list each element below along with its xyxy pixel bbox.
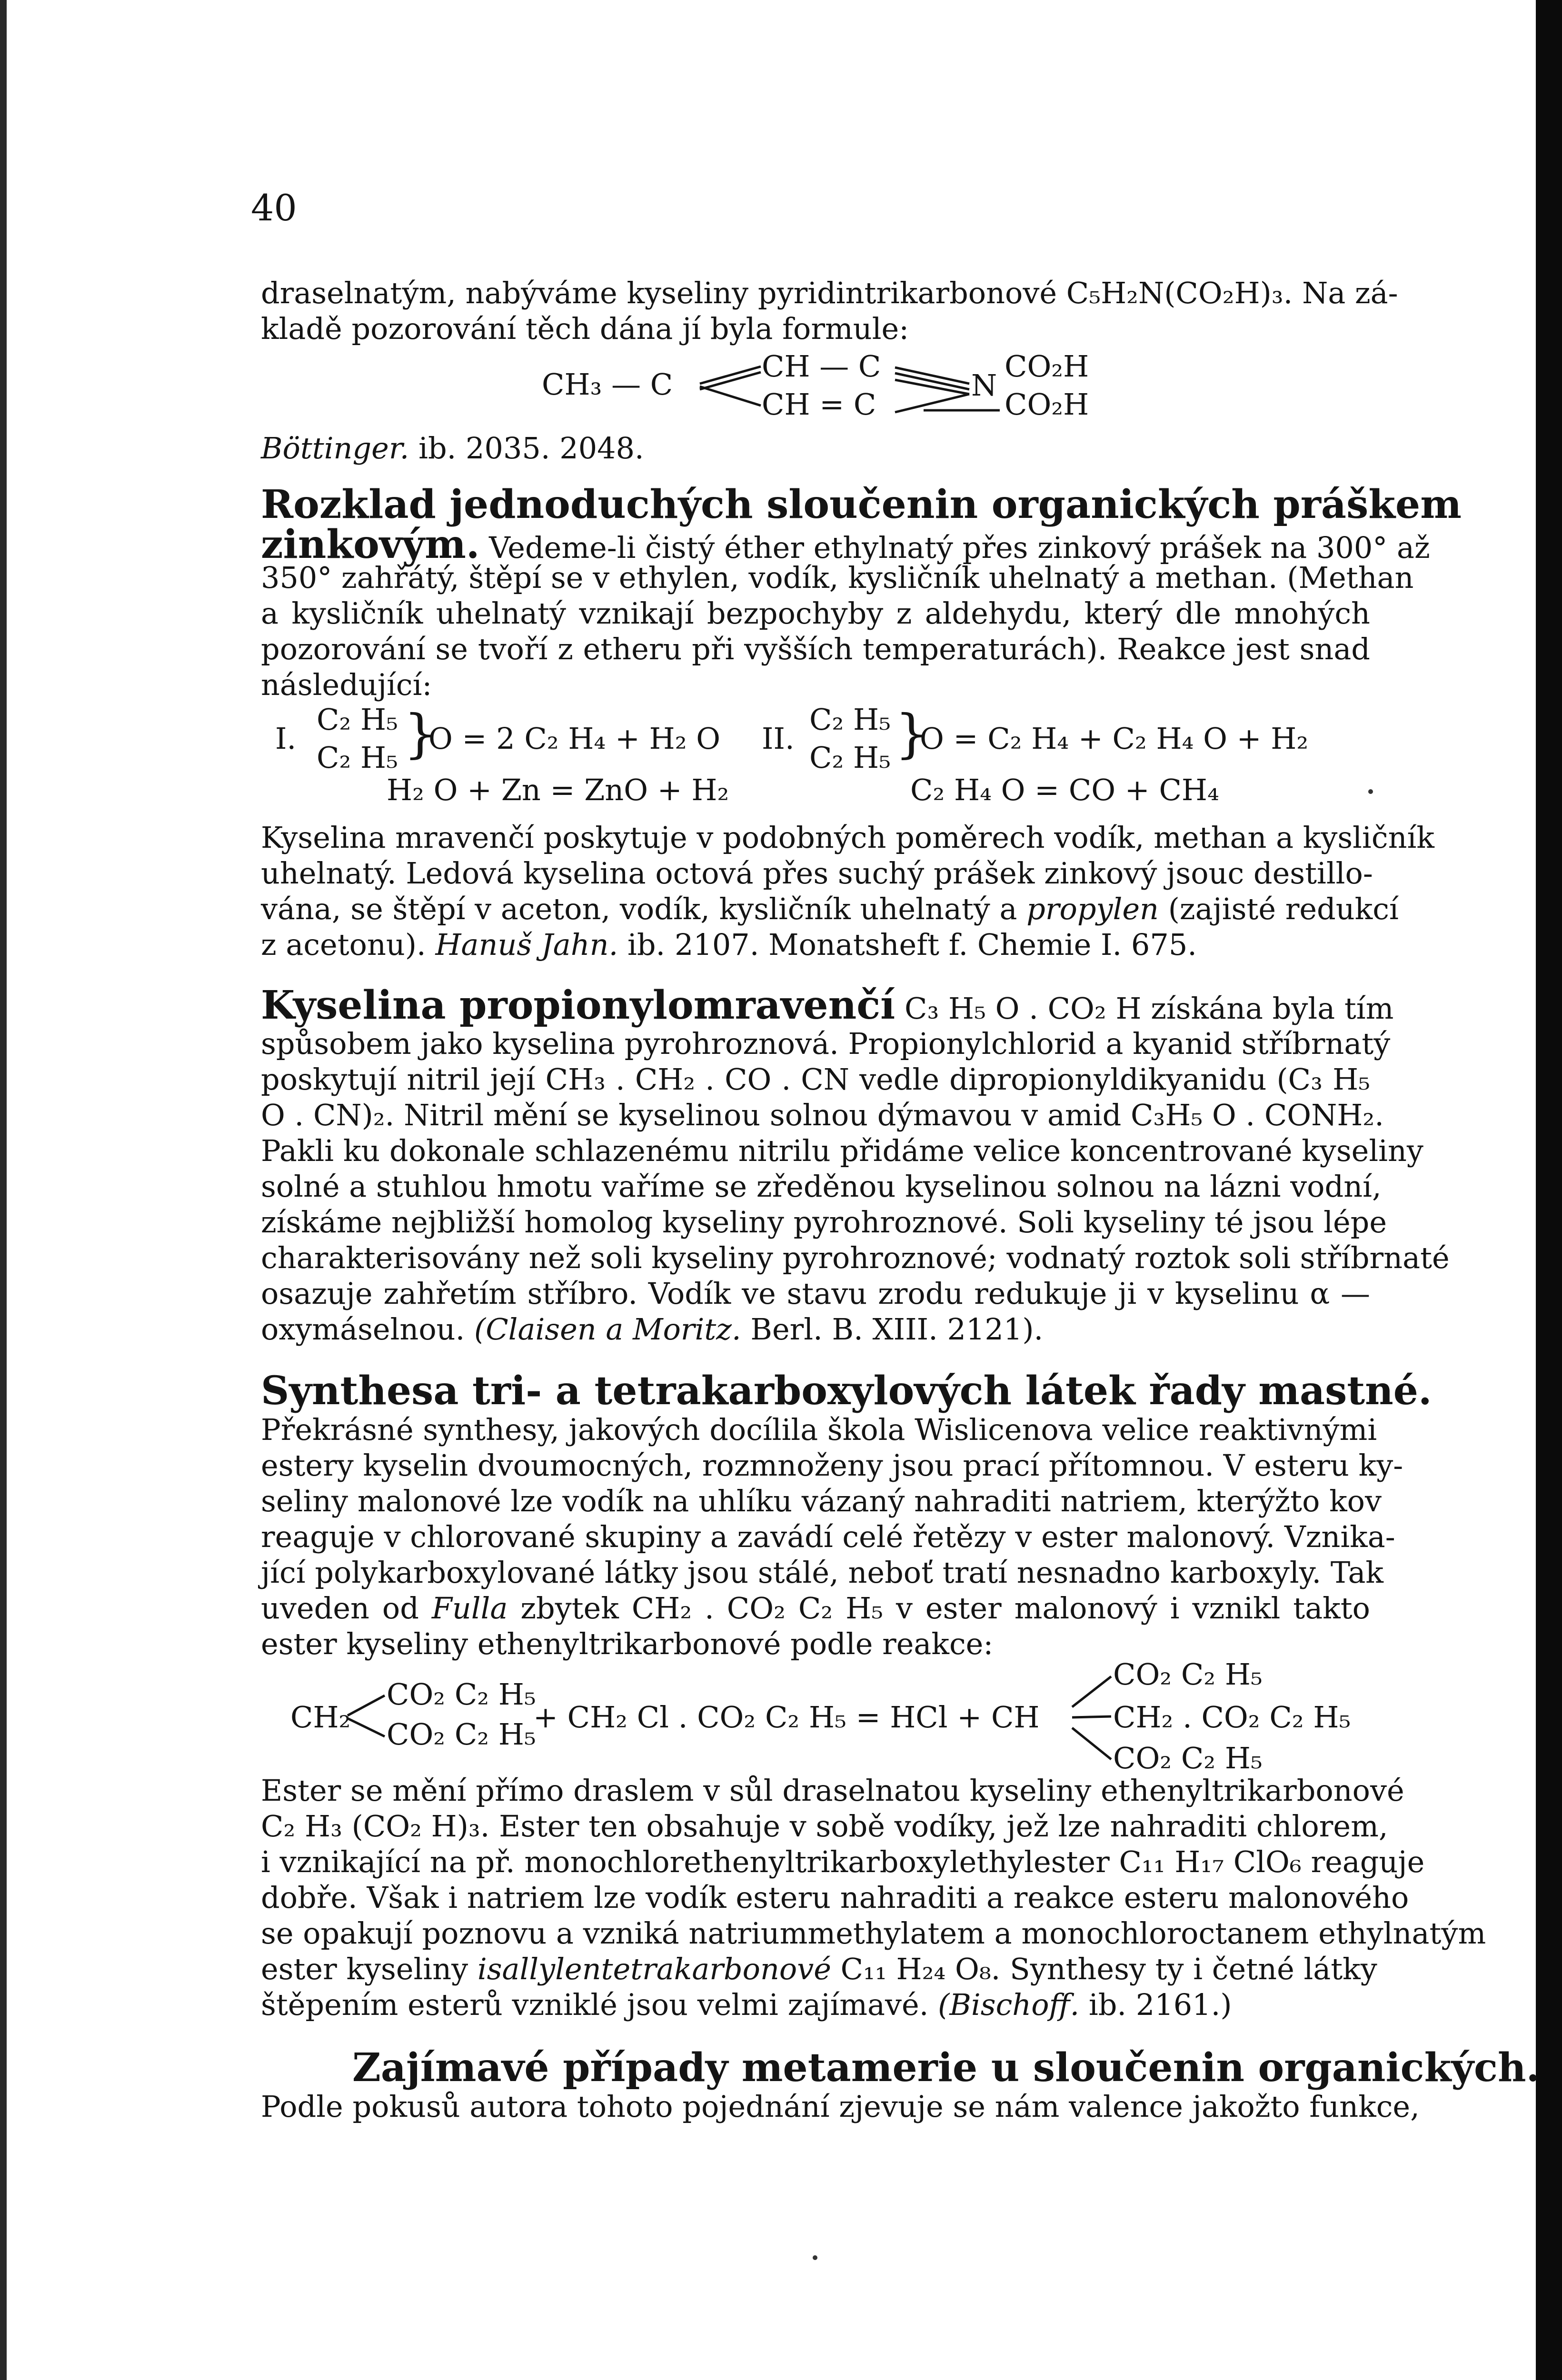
section-heading: zinkovým. <box>261 522 480 567</box>
section-heading: Zajímavé případy metamerie u sloučenin organických. <box>352 2045 1540 2091</box>
text-line: jící polykarboxylované látky jsou stálé, neboť tratí nesnadno karboxyly. Tak <box>261 1555 1383 1590</box>
section-heading: Kyselina propionylomravenčí <box>261 982 895 1028</box>
text-line: Kyselina propionylomravenčí C₃ H₅ O . CO₂ H získána byla tím <box>261 982 1394 1028</box>
text-line: poskytují nitril její CH₃ . CH₂ . CO . CN vedle dipropionyldikyanidu (C₃ H₅ <box>261 1062 1370 1097</box>
text-line: vána, se štěpí v aceton, vodík, kysličník uhelnatý a propylen (zajisté redukcí <box>261 892 1399 926</box>
text-line: C₂ H₃ (CO₂ H)₃. Ester ten obsahuje v sobě vodíky, jež lze nahraditi chlorem, <box>261 1809 1388 1844</box>
page-number: 40 <box>251 187 297 229</box>
text-line: pozorování se tvoří z etheru při vyšších temperaturách). Reakce jest snad <box>261 632 1370 666</box>
text-line: uveden od Fulla zbytek CH₂ . CO₂ C₂ H₅ v ester malonový i vznikl takto <box>261 1591 1370 1626</box>
text-line: zinkovým. Vedeme-li čistý éther ethylnatý přes zinkový prášek na 300° až <box>261 522 1430 567</box>
text-line: a kysličník uhelnatý vznikají bezpochyby z aldehydu, který dle mnohých <box>261 596 1370 631</box>
brace-icon: } <box>404 703 437 764</box>
text-line: dobře. Však i natriem lze vodík esteru nahraditi a reakce esteru malonového <box>261 1880 1409 1915</box>
section-heading: Rozklad jednoduchých sloučenin organických práškem <box>261 482 1462 527</box>
text-line: získáme nejbližší homolog kyseliny pyrohroznové. Soli kyseliny té jsou lépe <box>261 1205 1387 1240</box>
text-line: oxymáselnou. (Claisen a Moritz. Berl. B. XIII. 2121). <box>261 1312 1044 1347</box>
text-line: osazuje zahřetím stříbro. Vodík ve stavu zrodu redukuje ji v kyselinu α — <box>261 1276 1370 1311</box>
section-heading: Synthesa tri- a tetrakarboxylových látek řady mastné. <box>261 1368 1432 1414</box>
text-line: Ester se mění přímo draslem v sůl draselnatou kyseliny ethenyltrikarbonové <box>261 1773 1404 1808</box>
text-line: seliny malonové lze vodík na uhlíku vázaný nahraditi natriem, kterýžto kov <box>261 1484 1382 1518</box>
text-line: z acetonu). Hanuš Jahn. ib. 2107. Monatsheft f. Chemie I. 675. <box>261 927 1197 962</box>
text-line: následující: <box>261 667 432 702</box>
text-line: solné a stuhlou hmotu vaříme se zředěnou kyselinou solnou na lázni vodní, <box>261 1169 1382 1204</box>
text-line: ester kyseliny ethenyltrikarbonové podle reakce: <box>261 1626 994 1661</box>
text-line: spůsobem jako kyselina pyrohroznová. Propionylchlorid a kyanid stříbrnatý <box>261 1026 1391 1061</box>
text-line: charakterisovány než soli kyseliny pyrohroznové; vodnatý roztok soli stříbrnaté <box>261 1240 1450 1275</box>
text-line: ester kyseliny isallylentetrakarbonové C₁₁ H₂₄ O₈. Synthesy ty i četné látky <box>261 1952 1377 1986</box>
text-line: O . CN)₂. Nitril mění se kyselinou solnou dýmavou v amid C₃H₅ O . CONH₂. <box>261 1098 1384 1132</box>
text-line: štěpením esterů vzniklé jsou velmi zajímavé. (Bischoff. ib. 2161.) <box>261 1987 1232 2022</box>
text-line: Pakli ku dokonale schlazenému nitrilu přidáme velice koncentrované kyseliny <box>261 1133 1423 1168</box>
text-line: estery kyselin dvoumocných, rozmnoženy jsou prací přítomnou. V esteru ky- <box>261 1448 1403 1483</box>
text-line: uhelnatý. Ledová kyselina octová přes suchý prášek zinkový jsouc destillo- <box>261 856 1373 891</box>
reference-line: Böttinger. ib. 2035. 2048. <box>261 431 644 466</box>
text-line: se opakují poznovu a vzniká natriummethylatem a monochloroctanem ethylnatým <box>261 1916 1486 1951</box>
text-line: i vznikající na př. monochlorethenyltrikarboxylethylester C₁₁ H₁₇ ClO₆ reaguje <box>261 1844 1425 1879</box>
text-line: kladě pozorování těch dána jí byla formule: <box>261 311 909 346</box>
text-line: Kyselina mravenčí poskytuje v podobných poměrech vodík, methan a kysličník <box>261 820 1434 855</box>
text-line: Podle pokusů autora tohoto pojednání zjevuje se nám valence jakožto funkce, <box>261 2089 1420 2124</box>
text-line: 350° zahřátý, štěpí se v ethylen, vodík, kysličník uhelnatý a methan. (Methan <box>261 560 1414 595</box>
text-line: draselnatým, nabýváme kyseliny pyridintrikarbonové C₅H₂N(CO₂H)₃. Na zá- <box>261 276 1398 310</box>
text-line: Překrásné synthesy, jakových docílila škola Wislicenova velice reaktivnými <box>261 1412 1377 1447</box>
brace-icon: } <box>895 703 928 764</box>
text-line: reaguje v chlorované skupiny a zavádí celé řetězy v ester malonový. Vznika- <box>261 1519 1395 1554</box>
